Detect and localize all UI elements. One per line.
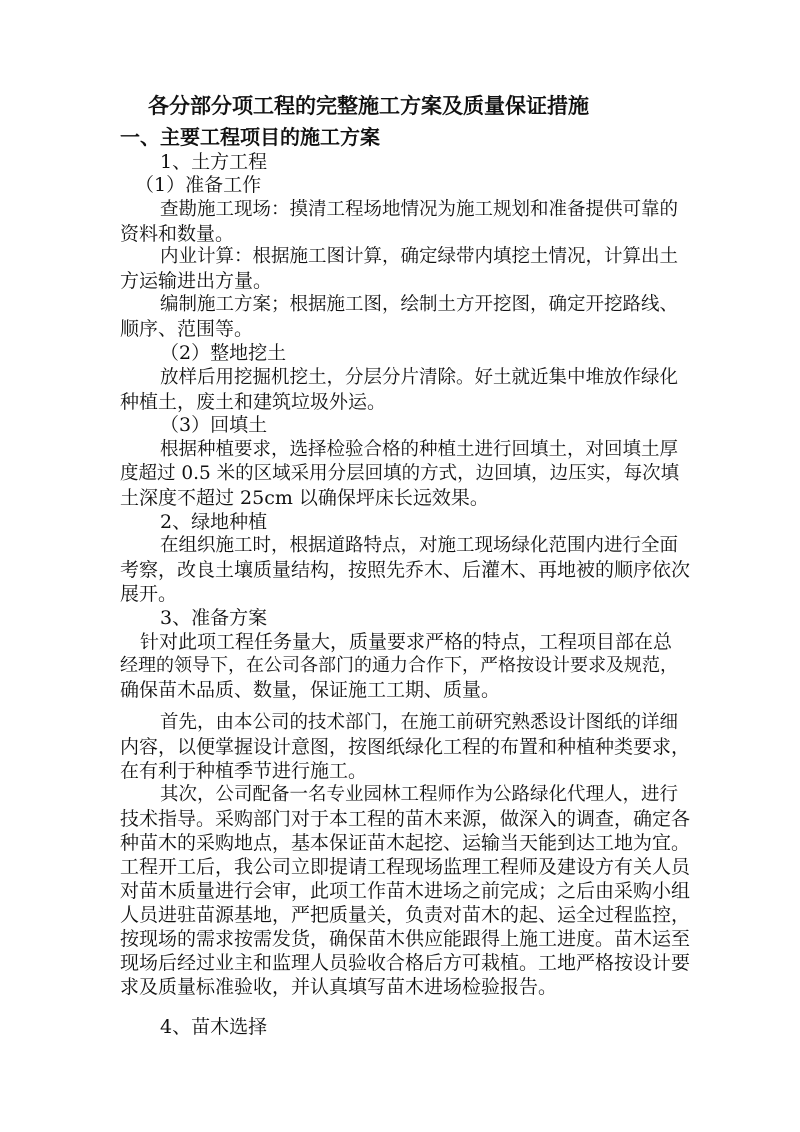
item-heading: 3、准备方案 <box>160 607 268 629</box>
paragraph-line: 现场后经过业主和监理人员验收合格后方可栽植。工地严格按设计要 <box>120 952 691 974</box>
item-heading: 1、土方工程 <box>160 151 268 173</box>
item-heading: 4、苗木选择 <box>160 1016 268 1038</box>
paragraph-line: 技术指导。采购部门对于本工程的苗木来源，做深入的调查，确定各 <box>120 808 691 830</box>
paragraph-line: 工程开工后，我公司立即提请工程现场监理工程师及建设方有关人员 <box>120 856 691 878</box>
sub-heading: （3）回填土 <box>160 414 268 436</box>
paragraph-line: 按现场的需求按需发货，确保苗木供应能跟得上施工进度。苗木运至 <box>120 928 691 950</box>
sub-heading: （1）准备工作 <box>135 174 262 196</box>
paragraph-line: 展开。 <box>120 583 178 605</box>
paragraph-line: 放样后用挖掘机挖土，分层分片清除。好土就近集中堆放作绿化 <box>160 367 679 388</box>
paragraph-line: 土深度不超过 25cm 以确保坪床长远效果。 <box>120 487 489 509</box>
sub-heading: （2）整地挖土 <box>160 342 287 364</box>
paragraph-line: 内容，以便掌握设计意图，按图纸绿化工程的布置和种植种类要求， <box>120 736 691 758</box>
paragraph-line: 种植土，废土和建筑垃圾外运。 <box>120 391 387 413</box>
paragraph-line: 其次，公司配备一名专业园林工程师作为公路绿化代理人，进行 <box>160 784 679 805</box>
item-heading: 2、绿地种植 <box>160 511 268 533</box>
paragraph-line: 种苗木的采购地点，基本保证苗木起挖、运输当天能到达工地为宜。 <box>120 832 691 854</box>
paragraph-line: 顺序、范围等。 <box>120 318 254 340</box>
paragraph-line: 编制施工方案；根据施工图，绘制土方开挖图，确定开挖路线、 <box>160 294 679 315</box>
paragraph-line: 在有利于种植季节进行施工。 <box>120 760 368 782</box>
section-heading: 一、主要工程项目的施工方案 <box>120 125 380 149</box>
paragraph-line: 度超过 0.5 米的区域采用分层回填的方式，边回填，边压实，每次填 <box>120 463 680 484</box>
paragraph-line: 方运输进出方量。 <box>120 270 273 292</box>
paragraph-line: 确保苗木品质、数量，保证施工工期、质量。 <box>120 679 501 701</box>
paragraph-line: 人员进驻苗源基地，严把质量关，负责对苗木的起、运全过程监控， <box>120 904 691 926</box>
paragraph-line: 求及质量标准验收，并认真填写苗木进场检验报告。 <box>120 976 558 998</box>
paragraph-line: 经理的领导下，在公司各部门的通力合作下，严格按设计要求及规范， <box>120 655 678 676</box>
paragraph-line: 资料和数量。 <box>120 223 235 245</box>
paragraph-line: 考察，改良土壤质量结构，按照先乔木、后灌木、再地被的顺序依次 <box>120 559 691 581</box>
paragraph-line: 首先，由本公司的技术部门，在施工前研究熟悉设计图纸的详细 <box>160 712 679 733</box>
paragraph-line: 针对此项工程任务量大，质量要求严格的特点，工程项目部在总 <box>140 631 673 653</box>
paragraph-line: 对苗木质量进行会审，此项工作苗木进场之前完成；之后由采购小组 <box>120 880 691 902</box>
paragraph-line: 根据种植要求，选择检验合格的种植土进行回填土，对回填土厚 <box>160 439 679 460</box>
paragraph-line: 内业计算：根据施工图计算，确定绿带内填挖土情况，计算出土 <box>160 246 679 267</box>
paragraph-line: 查勘施工现场：摸清工程场地情况为施工规划和准备提供可靠的 <box>160 199 679 220</box>
paragraph-line: 在组织施工时，根据道路特点，对施工现场绿化范围内进行全面 <box>160 535 679 556</box>
document-title: 各分部分项工程的完整施工方案及质量保证措施 <box>148 93 589 118</box>
